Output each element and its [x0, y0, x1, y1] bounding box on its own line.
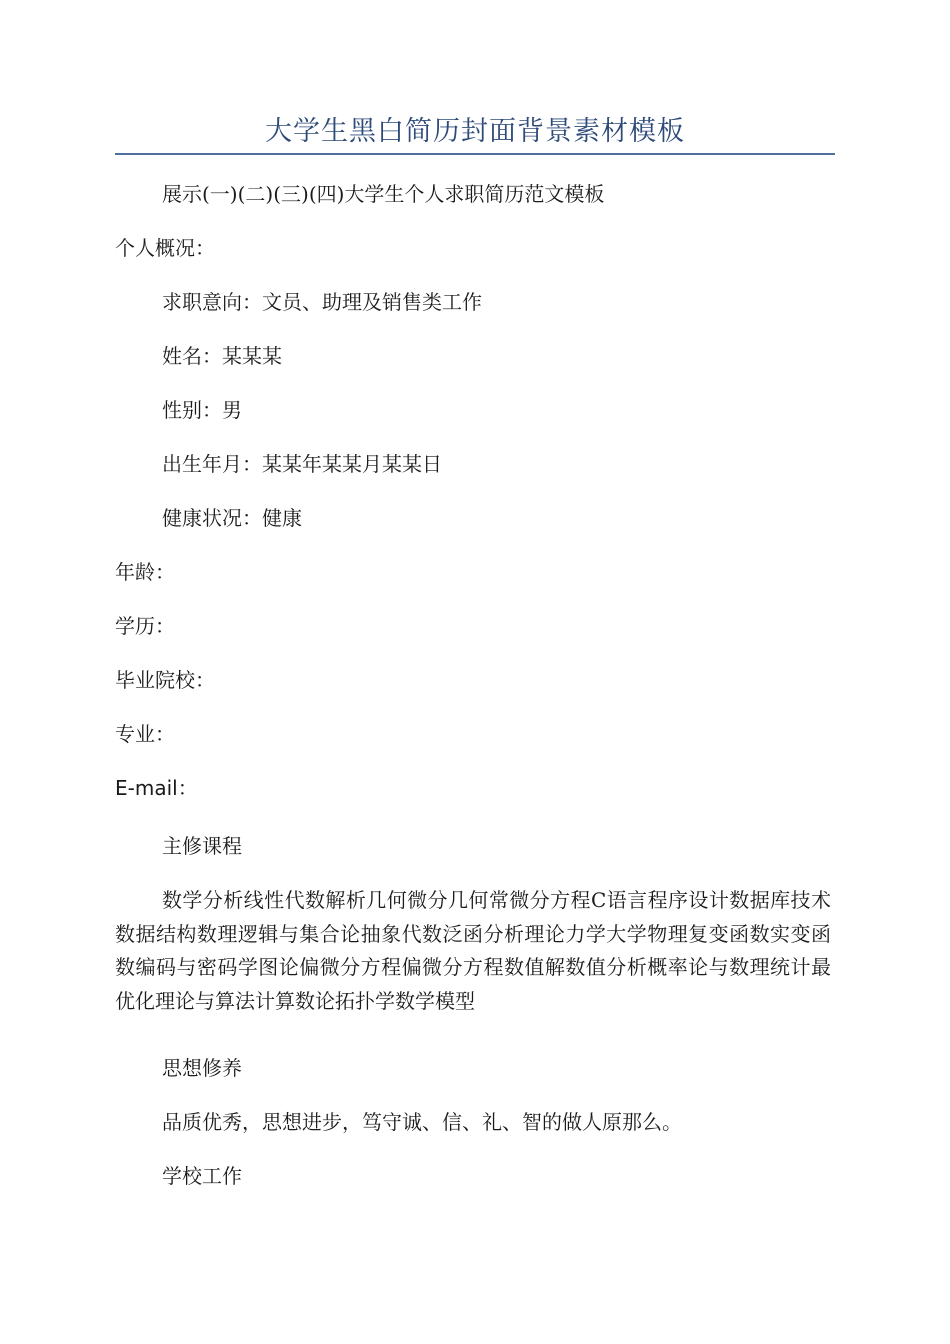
field-health: 健康状况：健康: [162, 506, 302, 530]
field-gender: 性别：男: [162, 398, 242, 422]
ideology-heading: 思想修养: [162, 1056, 242, 1080]
field-major: 专业：: [115, 722, 175, 746]
field-birth-date: 出生年月：某某年某某月某某日: [162, 452, 442, 476]
section-personal-heading: 个人概况：: [115, 236, 215, 260]
courses-heading: 主修课程: [162, 834, 242, 858]
title-underline: [115, 153, 835, 155]
field-job-intention: 求职意向：文员、助理及销售类工作: [162, 290, 482, 314]
field-education: 学历：: [115, 614, 175, 638]
document-title: 大学生黑白简历封面背景素材模板: [265, 116, 685, 147]
field-age: 年龄：: [115, 560, 175, 584]
courses-paragraph: 数学分析线性代数解析几何微分几何常微分方程C语言程序设计数据库技术数据结构数理逻辑与集合论抽象代数泛函分析理论力学大学物理复变函数实变函数编码与密码学图论偏微分方程偏微分方程数值解数值分析概率论与数理统计最优化理论与算法计算数论拓扑学数学模型: [115, 888, 831, 1013]
intro-line: 展示(一)(二)(三)(四)大学生个人求职简历范文模板: [162, 182, 605, 206]
ideology-paragraph: 品质优秀，思想进步，笃守诚、信、礼、智的做人原那么。: [162, 1110, 682, 1134]
field-school: 毕业院校：: [115, 668, 215, 692]
school-work-heading: 学校工作: [162, 1164, 242, 1188]
field-email: E-mail：: [115, 776, 198, 800]
field-name: 姓名：某某某: [162, 344, 282, 368]
